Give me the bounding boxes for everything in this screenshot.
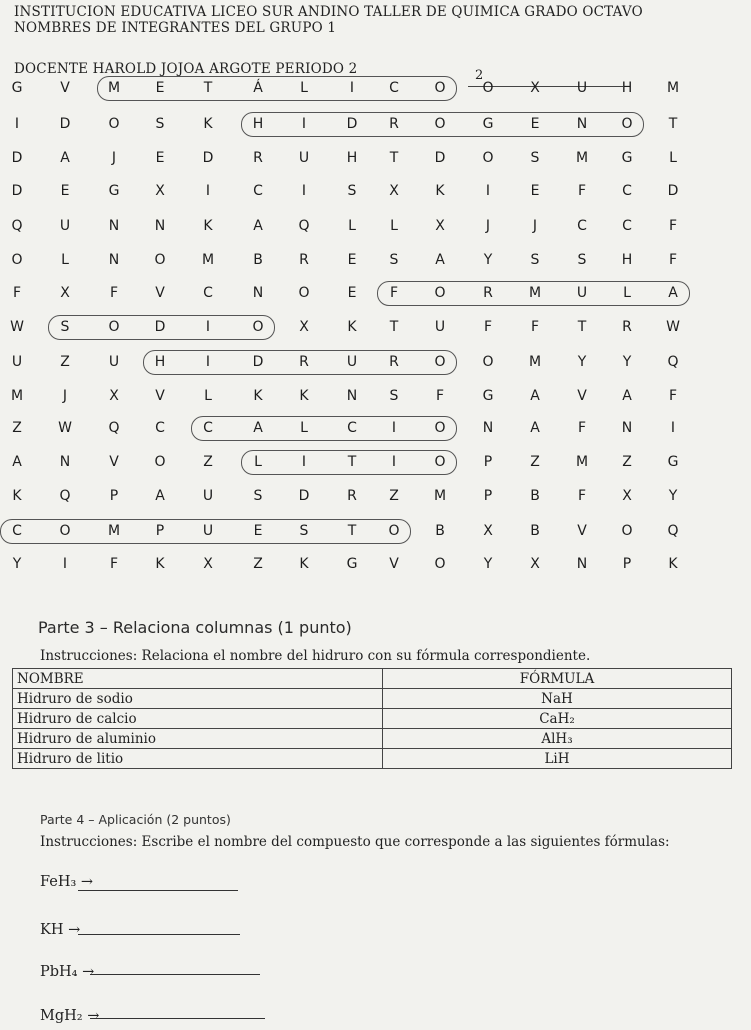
grid-letter[interactable]: K (12, 488, 22, 504)
grid-letter[interactable]: O (482, 150, 494, 166)
grid-letter[interactable]: L (254, 454, 262, 470)
grid-letter[interactable]: U (434, 319, 446, 335)
grid-letter[interactable]: H (154, 354, 166, 370)
grid-letter[interactable]: D (346, 116, 358, 132)
grid-letter[interactable]: U (11, 354, 23, 370)
grid-letter[interactable]: Q (667, 523, 679, 539)
grid-letter[interactable]: O (434, 285, 446, 301)
grid-letter[interactable]: R (389, 116, 399, 132)
grid-letter[interactable]: R (347, 488, 357, 504)
grid-letter[interactable]: I (301, 183, 307, 199)
table-row (13, 689, 732, 709)
grid-letter[interactable]: I (670, 420, 676, 436)
grid-letter[interactable]: V (577, 523, 587, 539)
grid-letter[interactable]: K (435, 183, 445, 199)
hydride-name: Hidruro de calcio (13, 709, 383, 729)
grid-letter[interactable]: O (108, 116, 120, 132)
formula-column-header: FÓRMULA (383, 669, 732, 689)
grid-letter[interactable]: F (435, 388, 445, 404)
grid-letter[interactable]: X (622, 488, 632, 504)
grid-letter[interactable]: D (252, 354, 264, 370)
grid-letter[interactable]: T (347, 523, 357, 539)
grid-letter[interactable]: Q (11, 218, 23, 234)
grid-letter[interactable]: D (202, 150, 214, 166)
grid-letter[interactable]: E (347, 252, 357, 268)
grid-letter[interactable]: D (11, 150, 23, 166)
grid-letter[interactable]: A (530, 420, 540, 436)
grid-letter[interactable]: B (530, 523, 540, 539)
grid-letter[interactable]: I (391, 454, 397, 470)
grid-letter[interactable]: Z (60, 354, 70, 370)
answer-blank[interactable] (90, 974, 260, 975)
grid-letter[interactable]: N (59, 454, 71, 470)
grid-letter[interactable]: O (434, 80, 446, 96)
grid-letter[interactable]: T (389, 150, 399, 166)
grid-letter[interactable]: J (532, 218, 538, 234)
grid-letter[interactable]: F (12, 285, 22, 301)
grid-letter[interactable]: F (530, 319, 540, 335)
grid-letter[interactable]: F (577, 488, 587, 504)
grid-letter[interactable]: Y (577, 354, 587, 370)
part3-title: Parte 3 – Relaciona columnas (1 punto) (38, 618, 352, 637)
grid-letter[interactable]: Z (530, 454, 540, 470)
grid-letter[interactable]: A (622, 388, 632, 404)
grid-letter[interactable]: Á (253, 80, 263, 96)
formula-label: PbH₄ → (40, 964, 95, 980)
grid-letter[interactable]: I (301, 454, 307, 470)
grid-letter[interactable]: F (109, 556, 119, 572)
grid-letter[interactable]: C (347, 420, 357, 436)
grid-letter[interactable]: I (205, 354, 211, 370)
grid-letter[interactable]: N (576, 116, 588, 132)
grid-letter[interactable]: U (298, 150, 310, 166)
grid-letter[interactable]: F (109, 285, 119, 301)
grid-letter[interactable]: X (60, 285, 70, 301)
grid-letter[interactable]: I (485, 183, 491, 199)
table-row (13, 729, 732, 749)
grid-letter[interactable]: K (668, 556, 678, 572)
grid-letter[interactable]: M (107, 80, 121, 96)
grid-letter[interactable]: L (623, 285, 631, 301)
grid-letter[interactable]: M (575, 150, 589, 166)
name-column-header: NOMBRE (13, 669, 383, 689)
grid-letter[interactable]: M (575, 454, 589, 470)
grid-letter[interactable]: Y (483, 556, 493, 572)
grid-letter[interactable]: O (621, 116, 633, 132)
grid-letter[interactable]: U (576, 285, 588, 301)
grid-letter[interactable]: C (155, 420, 165, 436)
grid-letter[interactable]: H (621, 80, 633, 96)
grid-letter[interactable]: X (483, 523, 493, 539)
table-row (13, 709, 732, 729)
grid-letter[interactable]: X (109, 388, 119, 404)
grid-letter[interactable]: O (434, 116, 446, 132)
grid-letter[interactable]: M (107, 523, 121, 539)
grid-letter[interactable]: Y (668, 488, 678, 504)
grid-letter[interactable]: N (576, 556, 588, 572)
grid-letter[interactable]: V (155, 285, 165, 301)
grid-letter[interactable]: M (10, 388, 24, 404)
grid-letter[interactable]: Y (483, 252, 493, 268)
hydride-formula: AlH₃ (383, 729, 732, 749)
grid-letter[interactable]: R (253, 150, 263, 166)
grid-letter[interactable]: S (60, 319, 70, 335)
grid-letter[interactable]: R (483, 285, 493, 301)
grid-letter[interactable]: F (389, 285, 399, 301)
answer-blank[interactable] (78, 890, 238, 891)
grid-letter[interactable]: S (253, 488, 263, 504)
grid-letter[interactable]: R (299, 252, 309, 268)
answer-blank[interactable] (90, 1018, 265, 1019)
grid-letter[interactable]: G (346, 556, 358, 572)
grid-letter[interactable]: E (253, 523, 263, 539)
grid-letter[interactable]: O (434, 454, 446, 470)
grid-letter[interactable]: A (12, 454, 22, 470)
grid-letter[interactable]: S (155, 116, 165, 132)
grid-letter[interactable]: F (668, 388, 678, 404)
hydride-formula: LiH (383, 749, 732, 769)
part4-title: Parte 4 – Aplicación (2 puntos) (40, 812, 231, 827)
grid-letter[interactable]: N (154, 218, 166, 234)
grid-letter[interactable]: M (528, 354, 542, 370)
grid-letter[interactable]: I (391, 420, 397, 436)
grid-letter[interactable]: V (155, 388, 165, 404)
grid-letter[interactable]: A (435, 252, 445, 268)
grid-letter[interactable]: C (622, 218, 632, 234)
grid-letter[interactable]: O (482, 354, 494, 370)
grid-letter[interactable]: J (485, 218, 491, 234)
grid-letter[interactable]: E (155, 150, 165, 166)
grid-letter[interactable]: C (203, 285, 213, 301)
formula-label: MgH₂ → (40, 1008, 100, 1024)
grid-letter[interactable]: X (530, 80, 540, 96)
grid-letter[interactable]: Q (108, 420, 120, 436)
grid-letter[interactable]: O (482, 80, 494, 96)
grid-letter[interactable]: O (388, 523, 400, 539)
hydride-name: Hidruro de sodio (13, 689, 383, 709)
grid-letter[interactable]: S (299, 523, 309, 539)
grid-letter[interactable]: O (154, 252, 166, 268)
grid-letter[interactable]: O (154, 454, 166, 470)
grid-letter[interactable]: I (301, 116, 307, 132)
grid-letter[interactable]: U (346, 354, 358, 370)
grid-letter[interactable]: L (348, 218, 356, 234)
grid-letter[interactable]: X (299, 319, 309, 335)
grid-letter[interactable]: G (667, 454, 679, 470)
grid-letter[interactable]: J (62, 388, 68, 404)
grid-letter[interactable]: Y (622, 354, 632, 370)
grid-letter[interactable]: X (389, 183, 399, 199)
grid-letter[interactable]: R (299, 354, 309, 370)
grid-letter[interactable]: S (530, 252, 540, 268)
grid-letter[interactable]: O (621, 523, 633, 539)
grid-letter[interactable]: U (108, 354, 120, 370)
grid-letter[interactable]: E (60, 183, 70, 199)
grid-letter[interactable]: L (390, 218, 398, 234)
grid-letter[interactable]: L (669, 150, 677, 166)
grid-letter[interactable]: C (622, 183, 632, 199)
grid-letter[interactable]: T (668, 116, 678, 132)
grid-letter[interactable]: M (528, 285, 542, 301)
grid-letter[interactable]: I (205, 183, 211, 199)
grid-letter[interactable]: U (202, 523, 214, 539)
grid-letter[interactable]: E (347, 285, 357, 301)
grid-letter[interactable]: V (577, 388, 587, 404)
grid-letter[interactable]: K (253, 388, 263, 404)
grid-letter[interactable]: W (58, 420, 72, 436)
grid-letter[interactable]: X (530, 556, 540, 572)
grid-letter[interactable]: I (14, 116, 20, 132)
grid-letter[interactable]: X (155, 183, 165, 199)
grid-letter[interactable]: M (433, 488, 447, 504)
grid-letter[interactable]: K (299, 388, 309, 404)
grid-letter[interactable]: W (666, 319, 680, 335)
group-2-label: 2 (475, 68, 484, 83)
grid-letter[interactable]: M (201, 252, 215, 268)
grid-letter[interactable]: D (298, 488, 310, 504)
grid-letter[interactable]: Z (12, 420, 22, 436)
grid-letter[interactable]: F (668, 218, 678, 234)
grid-letter[interactable]: O (298, 285, 310, 301)
grid-letter[interactable]: T (203, 80, 213, 96)
grid-letter[interactable]: H (252, 116, 264, 132)
part3-instructions: Instrucciones: Relaciona el nombre del hidruro con su fórmula correspondiente. (40, 648, 591, 664)
answer-blank[interactable] (78, 934, 240, 935)
grid-letter[interactable]: V (109, 454, 119, 470)
grid-letter[interactable]: K (299, 556, 309, 572)
grid-letter[interactable]: L (300, 80, 308, 96)
grid-letter[interactable]: F (577, 420, 587, 436)
found-word-loop (191, 416, 457, 441)
grid-letter[interactable]: J (111, 150, 117, 166)
match-table (12, 668, 732, 769)
grid-letter[interactable]: A (155, 488, 165, 504)
group-names-label: NOMBRES DE INTEGRANTES DEL GRUPO 1 (14, 20, 337, 36)
grid-letter[interactable]: P (109, 488, 119, 504)
hydride-formula: NaH (383, 689, 732, 709)
grid-letter[interactable]: I (349, 80, 355, 96)
table-row (13, 749, 732, 769)
grid-letter[interactable]: P (622, 556, 632, 572)
grid-letter[interactable]: B (435, 523, 445, 539)
grid-letter[interactable]: V (389, 556, 399, 572)
grid-letter[interactable]: Q (667, 354, 679, 370)
grid-letter[interactable]: L (61, 252, 69, 268)
grid-letter[interactable]: C (577, 218, 587, 234)
grid-letter[interactable]: S (530, 150, 540, 166)
grid-letter[interactable]: X (435, 218, 445, 234)
grid-letter[interactable]: T (347, 454, 357, 470)
grid-letter[interactable]: N (621, 420, 633, 436)
grid-letter[interactable]: H (346, 150, 358, 166)
grid-letter[interactable]: L (300, 420, 308, 436)
grid-letter[interactable]: N (482, 420, 494, 436)
grid-letter[interactable]: C (12, 523, 22, 539)
grid-letter[interactable]: X (203, 556, 213, 572)
grid-letter[interactable]: I (205, 319, 211, 335)
grid-letter[interactable]: K (155, 556, 165, 572)
grid-letter[interactable]: O (434, 420, 446, 436)
grid-letter[interactable]: P (483, 454, 493, 470)
grid-letter[interactable]: H (621, 252, 633, 268)
hydride-name: Hidruro de aluminio (13, 729, 383, 749)
grid-letter[interactable]: Z (622, 454, 632, 470)
grid-letter[interactable]: D (154, 319, 166, 335)
grid-letter[interactable]: N (252, 285, 264, 301)
grid-letter[interactable]: A (60, 150, 70, 166)
grid-letter[interactable]: E (155, 80, 165, 96)
grid-letter[interactable]: D (434, 150, 446, 166)
grid-letter[interactable]: K (203, 116, 213, 132)
grid-letter[interactable]: K (203, 218, 213, 234)
grid-letter[interactable]: R (389, 354, 399, 370)
grid-letter[interactable]: N (108, 218, 120, 234)
grid-letter[interactable]: C (203, 420, 213, 436)
teacher-label: DOCENTE HAROLD JOJOA ARGOTE PERIODO 2 (14, 61, 358, 77)
grid-letter[interactable]: L (204, 388, 212, 404)
grid-letter[interactable]: O (434, 354, 446, 370)
grid-letter[interactable]: K (347, 319, 357, 335)
part4-instructions: Instrucciones: Escribe el nombre del compuesto que corresponde a las siguientes fórmulas: (40, 834, 670, 850)
grid-letter[interactable]: T (577, 319, 587, 335)
grid-letter[interactable]: D (11, 183, 23, 199)
grid-letter[interactable]: G (108, 183, 120, 199)
grid-letter[interactable]: O (59, 523, 71, 539)
grid-letter[interactable]: U (576, 80, 588, 96)
grid-letter[interactable]: O (108, 319, 120, 335)
grid-letter[interactable]: W (10, 319, 24, 335)
grid-letter[interactable]: Q (59, 488, 71, 504)
grid-letter[interactable]: Z (389, 488, 399, 504)
grid-letter[interactable]: D (59, 116, 71, 132)
grid-letter[interactable]: N (108, 252, 120, 268)
grid-letter[interactable]: B (530, 488, 540, 504)
grid-letter[interactable]: M (666, 80, 680, 96)
grid-letter[interactable]: V (60, 80, 70, 96)
grid-letter[interactable]: U (59, 218, 71, 234)
grid-letter[interactable]: T (389, 319, 399, 335)
grid-letter[interactable]: P (155, 523, 165, 539)
grid-letter[interactable]: D (667, 183, 679, 199)
grid-letter[interactable]: A (668, 285, 678, 301)
grid-letter[interactable]: Z (203, 454, 213, 470)
grid-letter[interactable]: A (253, 420, 263, 436)
grid-letter[interactable]: A (530, 388, 540, 404)
formula-label: KH → (40, 922, 81, 938)
grid-letter[interactable]: S (389, 388, 399, 404)
hydride-name: Hidruro de litio (13, 749, 383, 769)
grid-letter[interactable]: B (253, 252, 263, 268)
grid-letter[interactable]: U (202, 488, 214, 504)
grid-letter[interactable]: A (253, 218, 263, 234)
grid-letter[interactable]: I (62, 556, 68, 572)
grid-letter[interactable]: C (253, 183, 263, 199)
grid-letter[interactable]: Y (12, 556, 22, 572)
formula-label: FeH₃ → (40, 874, 94, 890)
grid-letter[interactable]: F (577, 183, 587, 199)
grid-letter[interactable]: G (11, 80, 23, 96)
grid-letter[interactable]: Q (298, 218, 310, 234)
grid-letter[interactable]: Z (253, 556, 263, 572)
grid-letter[interactable]: S (389, 252, 399, 268)
grid-letter[interactable]: F (668, 252, 678, 268)
grid-letter[interactable]: R (622, 319, 632, 335)
grid-letter[interactable]: G (621, 150, 633, 166)
grid-letter[interactable]: G (482, 388, 494, 404)
grid-letter[interactable]: O (11, 252, 23, 268)
grid-letter[interactable]: O (252, 319, 264, 335)
grid-letter[interactable]: E (530, 116, 540, 132)
table-header-row (13, 669, 732, 689)
grid-letter[interactable]: G (482, 116, 494, 132)
grid-letter[interactable]: C (389, 80, 399, 96)
grid-letter[interactable]: O (434, 556, 446, 572)
grid-letter[interactable]: F (483, 319, 493, 335)
school-header: INSTITUCION EDUCATIVA LICEO SUR ANDINO TALLER DE QUIMICA GRADO OCTAVO (14, 4, 643, 20)
grid-letter[interactable]: N (346, 388, 358, 404)
grid-letter[interactable]: S (577, 252, 587, 268)
hydride-formula: CaH₂ (383, 709, 732, 729)
grid-letter[interactable]: S (347, 183, 357, 199)
grid-letter[interactable]: P (483, 488, 493, 504)
grid-letter[interactable]: E (530, 183, 540, 199)
